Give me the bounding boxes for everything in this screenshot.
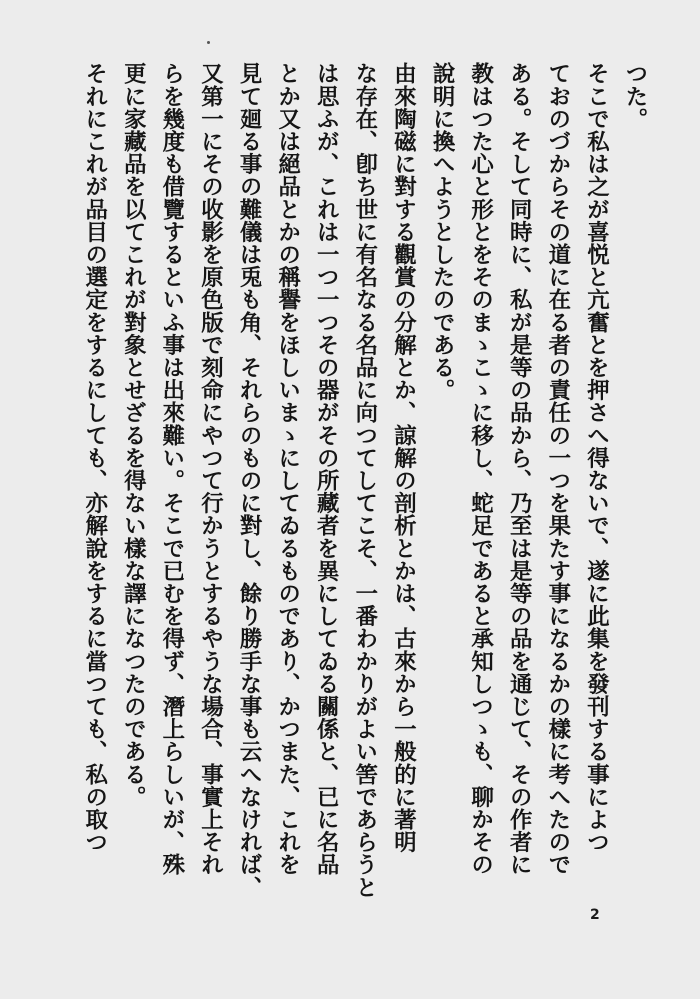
text-column: 由來陶磁に對する觀賞の分解とか、諒解の剖析とかは、古來から一般的に著明 bbox=[390, 62, 417, 853]
text-column: ておのづからその道に在る者の責任の一つを果たす事になるかの樣に考へたので bbox=[544, 62, 571, 876]
text-column: らを幾度も借覽するといふ事は出來難い。そこで已むを得ず、潛上らしいが、殊 bbox=[158, 62, 185, 876]
text-column: ある。そして同時に、私が是等の品から、乃至は是等の品を通じて、その作者に bbox=[506, 62, 533, 876]
text-column: な存在、卽ち世に有名なる名品に向つてしてこそ、一番わかりがよい筈であらうと bbox=[351, 62, 378, 899]
text-column: 見て廻る事の難儀は兎も角、それらのものに對し、餘り勝手な事も云へなければ、 bbox=[236, 62, 263, 899]
text-column: は思ふが、これは一つ一つその器がその所藏者を異にしてゐる關係と、已に名品 bbox=[313, 62, 340, 876]
text-column: つた。 bbox=[622, 62, 648, 130]
text-column: 更に家藏品を以てこれが對象とせざるを得ない樣な譯になつたのである。 bbox=[120, 62, 147, 808]
paper-speck bbox=[207, 41, 210, 44]
text-column: 又第一にその收影を原色版で刻命にやつて行かうとするやうな場合、事實上それ bbox=[197, 62, 224, 876]
page-number: 2 bbox=[590, 907, 600, 923]
vertical-text-body bbox=[75, 62, 654, 899]
text-column: それにこれが品目の選定をするにしても、亦解說をするに當つても、私の取つ bbox=[81, 62, 108, 853]
text-column: そこで私は之が喜悦と亢奮とを押さへ得ないで、遂に此集を發刊する事によつ bbox=[583, 62, 610, 853]
text-column: 教はつた心と形とをそのまゝこゝに移し、蛇足であると承知しつゝも、聊かその bbox=[467, 62, 494, 876]
text-column: 說明に換へようとしたのである。 bbox=[429, 62, 456, 401]
text-column: とか又は絕品とかの稱譽をほしいまゝにしてゐるものであり、かつまた、これを bbox=[274, 62, 301, 876]
